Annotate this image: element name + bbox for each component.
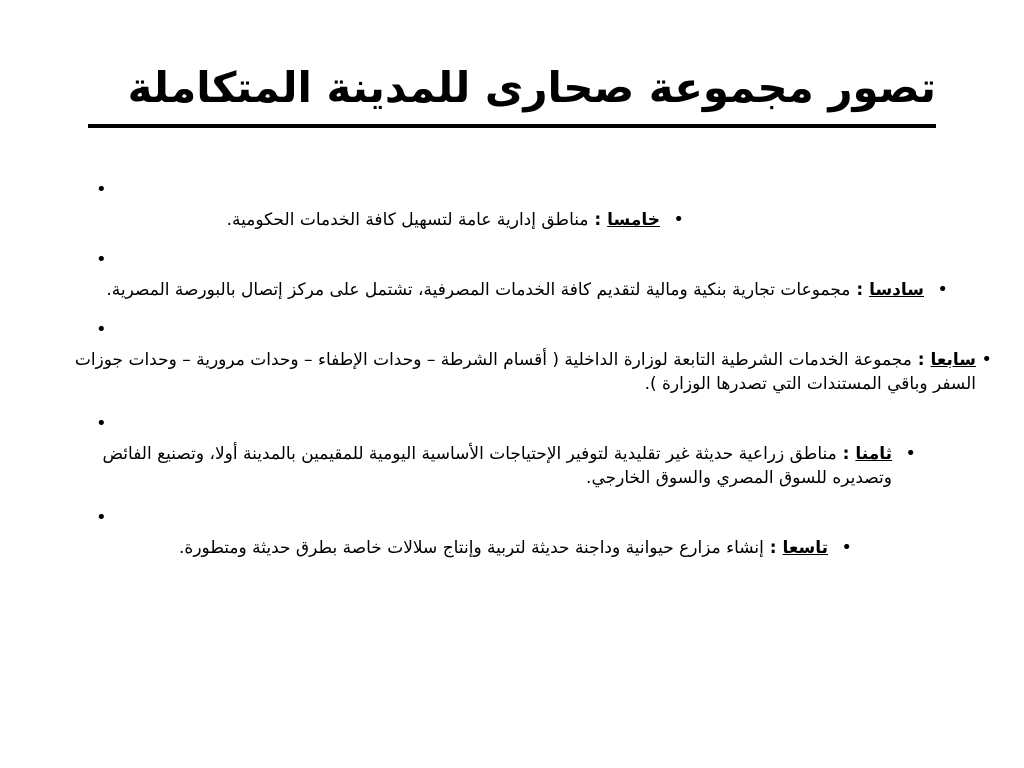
item-label: ثامنا bbox=[855, 444, 892, 464]
empty-bullet bbox=[56, 246, 956, 278]
bullet-dot: • bbox=[981, 349, 992, 370]
list-item-seventh bbox=[56, 348, 992, 396]
item-label: سادسا bbox=[869, 280, 924, 300]
item-label: خامسا bbox=[607, 210, 660, 230]
bullet-dot: • bbox=[96, 319, 107, 340]
item-label: تاسعا bbox=[782, 538, 828, 558]
list-item-eighth bbox=[56, 442, 956, 490]
list-item-text bbox=[56, 536, 828, 560]
bullet-dot: • bbox=[96, 507, 107, 528]
empty-bullet bbox=[56, 316, 956, 348]
list-item-text bbox=[56, 348, 976, 396]
item-body: مجموعة الخدمات الشرطية التابعة لوزارة الداخلية ( أقسام الشرطة – وحدات الإطفاء – وحدات مرورية – وحدات جوزات السفر وباقي المستندات التي تصدرها الوزارة ). bbox=[74, 350, 976, 394]
item-body: مناطق زراعية حديثة غير تقليدية لتوفير الإحتياجات الأساسية اليومية للمقيمين بالمدينة أولا، وتصنيع الفائض وتصديره للسوق المصري والسوق الخارجي. bbox=[102, 444, 892, 488]
item-separator: : bbox=[763, 538, 783, 558]
list-item-text bbox=[56, 208, 660, 232]
list-item-sixth bbox=[56, 278, 956, 302]
bullet-dot: • bbox=[96, 249, 107, 270]
item-body: إنشاء مزارع حيوانية وداجنة حديثة لتربية وإنتاج سلالات خاصة بطرق حديثة ومتطورة. bbox=[179, 538, 764, 558]
bullet-dot: • bbox=[96, 413, 107, 434]
list-item-text bbox=[56, 442, 892, 490]
item-separator: : bbox=[588, 210, 608, 230]
item-separator: : bbox=[836, 444, 856, 464]
bullet-dot: • bbox=[937, 279, 948, 300]
slide-title: تصور مجموعة صحارى للمدينة المتكاملة bbox=[88, 52, 936, 128]
list-item-text bbox=[56, 278, 924, 302]
item-separator: : bbox=[911, 350, 931, 370]
empty-bullet bbox=[56, 176, 956, 208]
item-body: مجموعات تجارية بنكية ومالية لتقديم كافة الخدمات المصرفية، تشتمل على مركز إتصال بالبورصة المصرية. bbox=[106, 280, 851, 300]
bullet-dot: • bbox=[673, 209, 684, 230]
bullet-list bbox=[56, 176, 992, 574]
empty-bullet bbox=[56, 410, 956, 442]
bullet-dot: • bbox=[905, 443, 916, 464]
list-item-fifth bbox=[56, 208, 956, 232]
item-separator: : bbox=[850, 280, 870, 300]
empty-bullet bbox=[56, 504, 956, 536]
item-label: سابعا bbox=[930, 350, 976, 370]
bullet-dot: • bbox=[96, 179, 107, 200]
item-body: مناطق إدارية عامة لتسهيل كافة الخدمات الحكومية. bbox=[226, 210, 589, 230]
bullet-dot: • bbox=[841, 537, 852, 558]
list-item-ninth bbox=[56, 536, 956, 560]
